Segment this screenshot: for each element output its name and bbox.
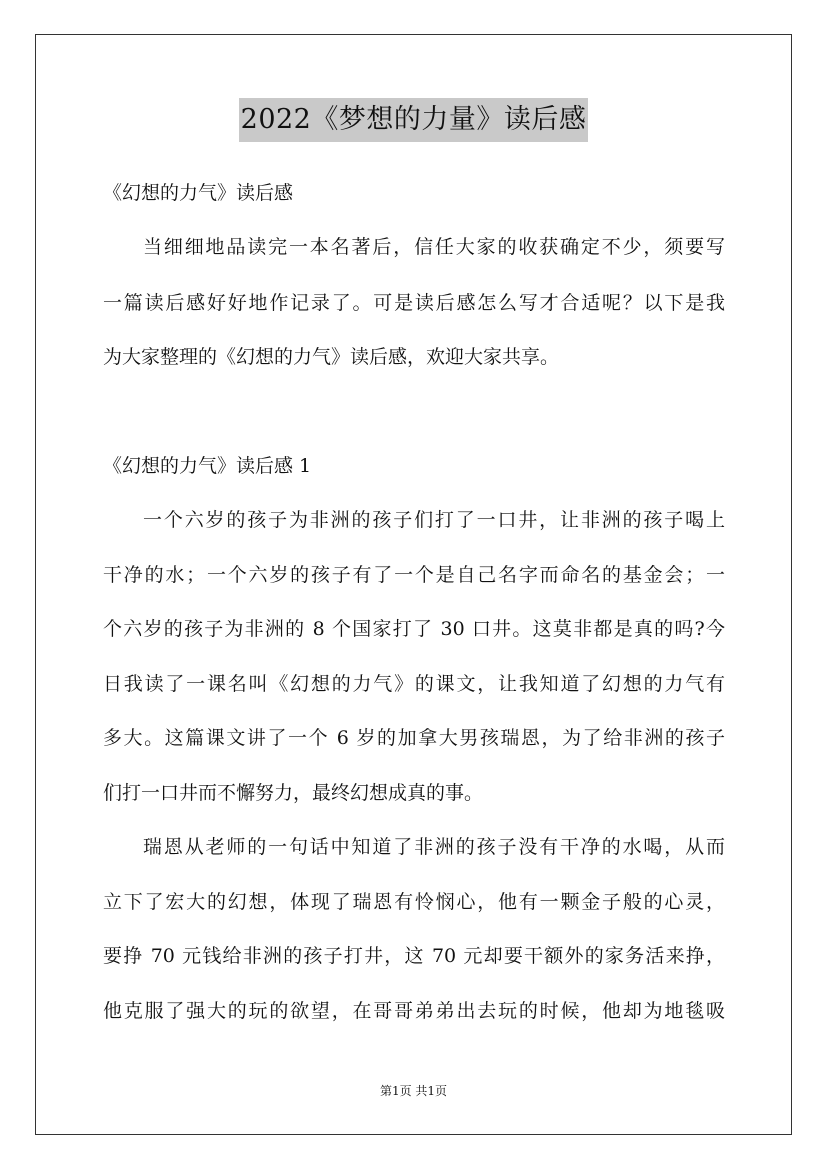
paragraph1-line-4: 日我读了一课名叫《幻想的力气》的课文，让我知道了幻想的力气有 bbox=[103, 673, 725, 695]
document-title-text: 2022《梦想的力量》读后感 bbox=[239, 98, 589, 142]
intro-line-3: 为大家整理的《幻想的力气》读后感，欢迎大家共享。 bbox=[103, 346, 560, 368]
paragraph1-line-3: 个六岁的孩子为非洲的 8 个国家打了 30 口井。这莫非都是真的吗?今 bbox=[103, 618, 725, 640]
paragraph2-line-4: 他克服了强大的玩的欲望，在哥哥弟弟出去玩的时候，他却为地毯吸 bbox=[103, 1000, 725, 1022]
document-heading: 《幻想的力气》读后感 bbox=[103, 182, 294, 204]
intro-line-1: 当细细地品读完一本名著后，信任大家的收获确定不少，须要写 bbox=[143, 236, 725, 258]
page-number-footer: 第1页 共1页 bbox=[379, 1084, 448, 1098]
intro-line-2: 一篇读后感好好地作记录了。可是读后感怎么写才合适呢？以下是我 bbox=[103, 292, 725, 314]
document-title bbox=[0, 98, 827, 142]
paragraph1-line-1: 一个六岁的孩子为非洲的孩子们打了一口井，让非洲的孩子喝上 bbox=[143, 509, 725, 531]
section-heading: 《幻想的力气》读后感 1 bbox=[103, 455, 312, 477]
paragraph1-line-5: 多大。这篇课文讲了一个 6 岁的加拿大男孩瑞恩，为了给非洲的孩子 bbox=[103, 727, 725, 749]
paragraph2-line-2: 立下了宏大的幻想，体现了瑞恩有怜悯心，他有一颗金子般的心灵， bbox=[103, 891, 725, 913]
paragraph2-line-1: 瑞恩从老师的一句话中知道了非洲的孩子没有干净的水喝，从而 bbox=[143, 836, 725, 858]
paragraph1-line-6: 们打一口井而不懈努力，最终幻想成真的事。 bbox=[103, 782, 484, 804]
paragraph2-line-3: 要挣 70 元钱给非洲的孩子打井，这 70 元却要干额外的家务活来挣， bbox=[103, 945, 725, 967]
paragraph1-line-2: 干净的水；一个六岁的孩子有了一个是自己名字而命名的基金会；一 bbox=[103, 564, 725, 586]
